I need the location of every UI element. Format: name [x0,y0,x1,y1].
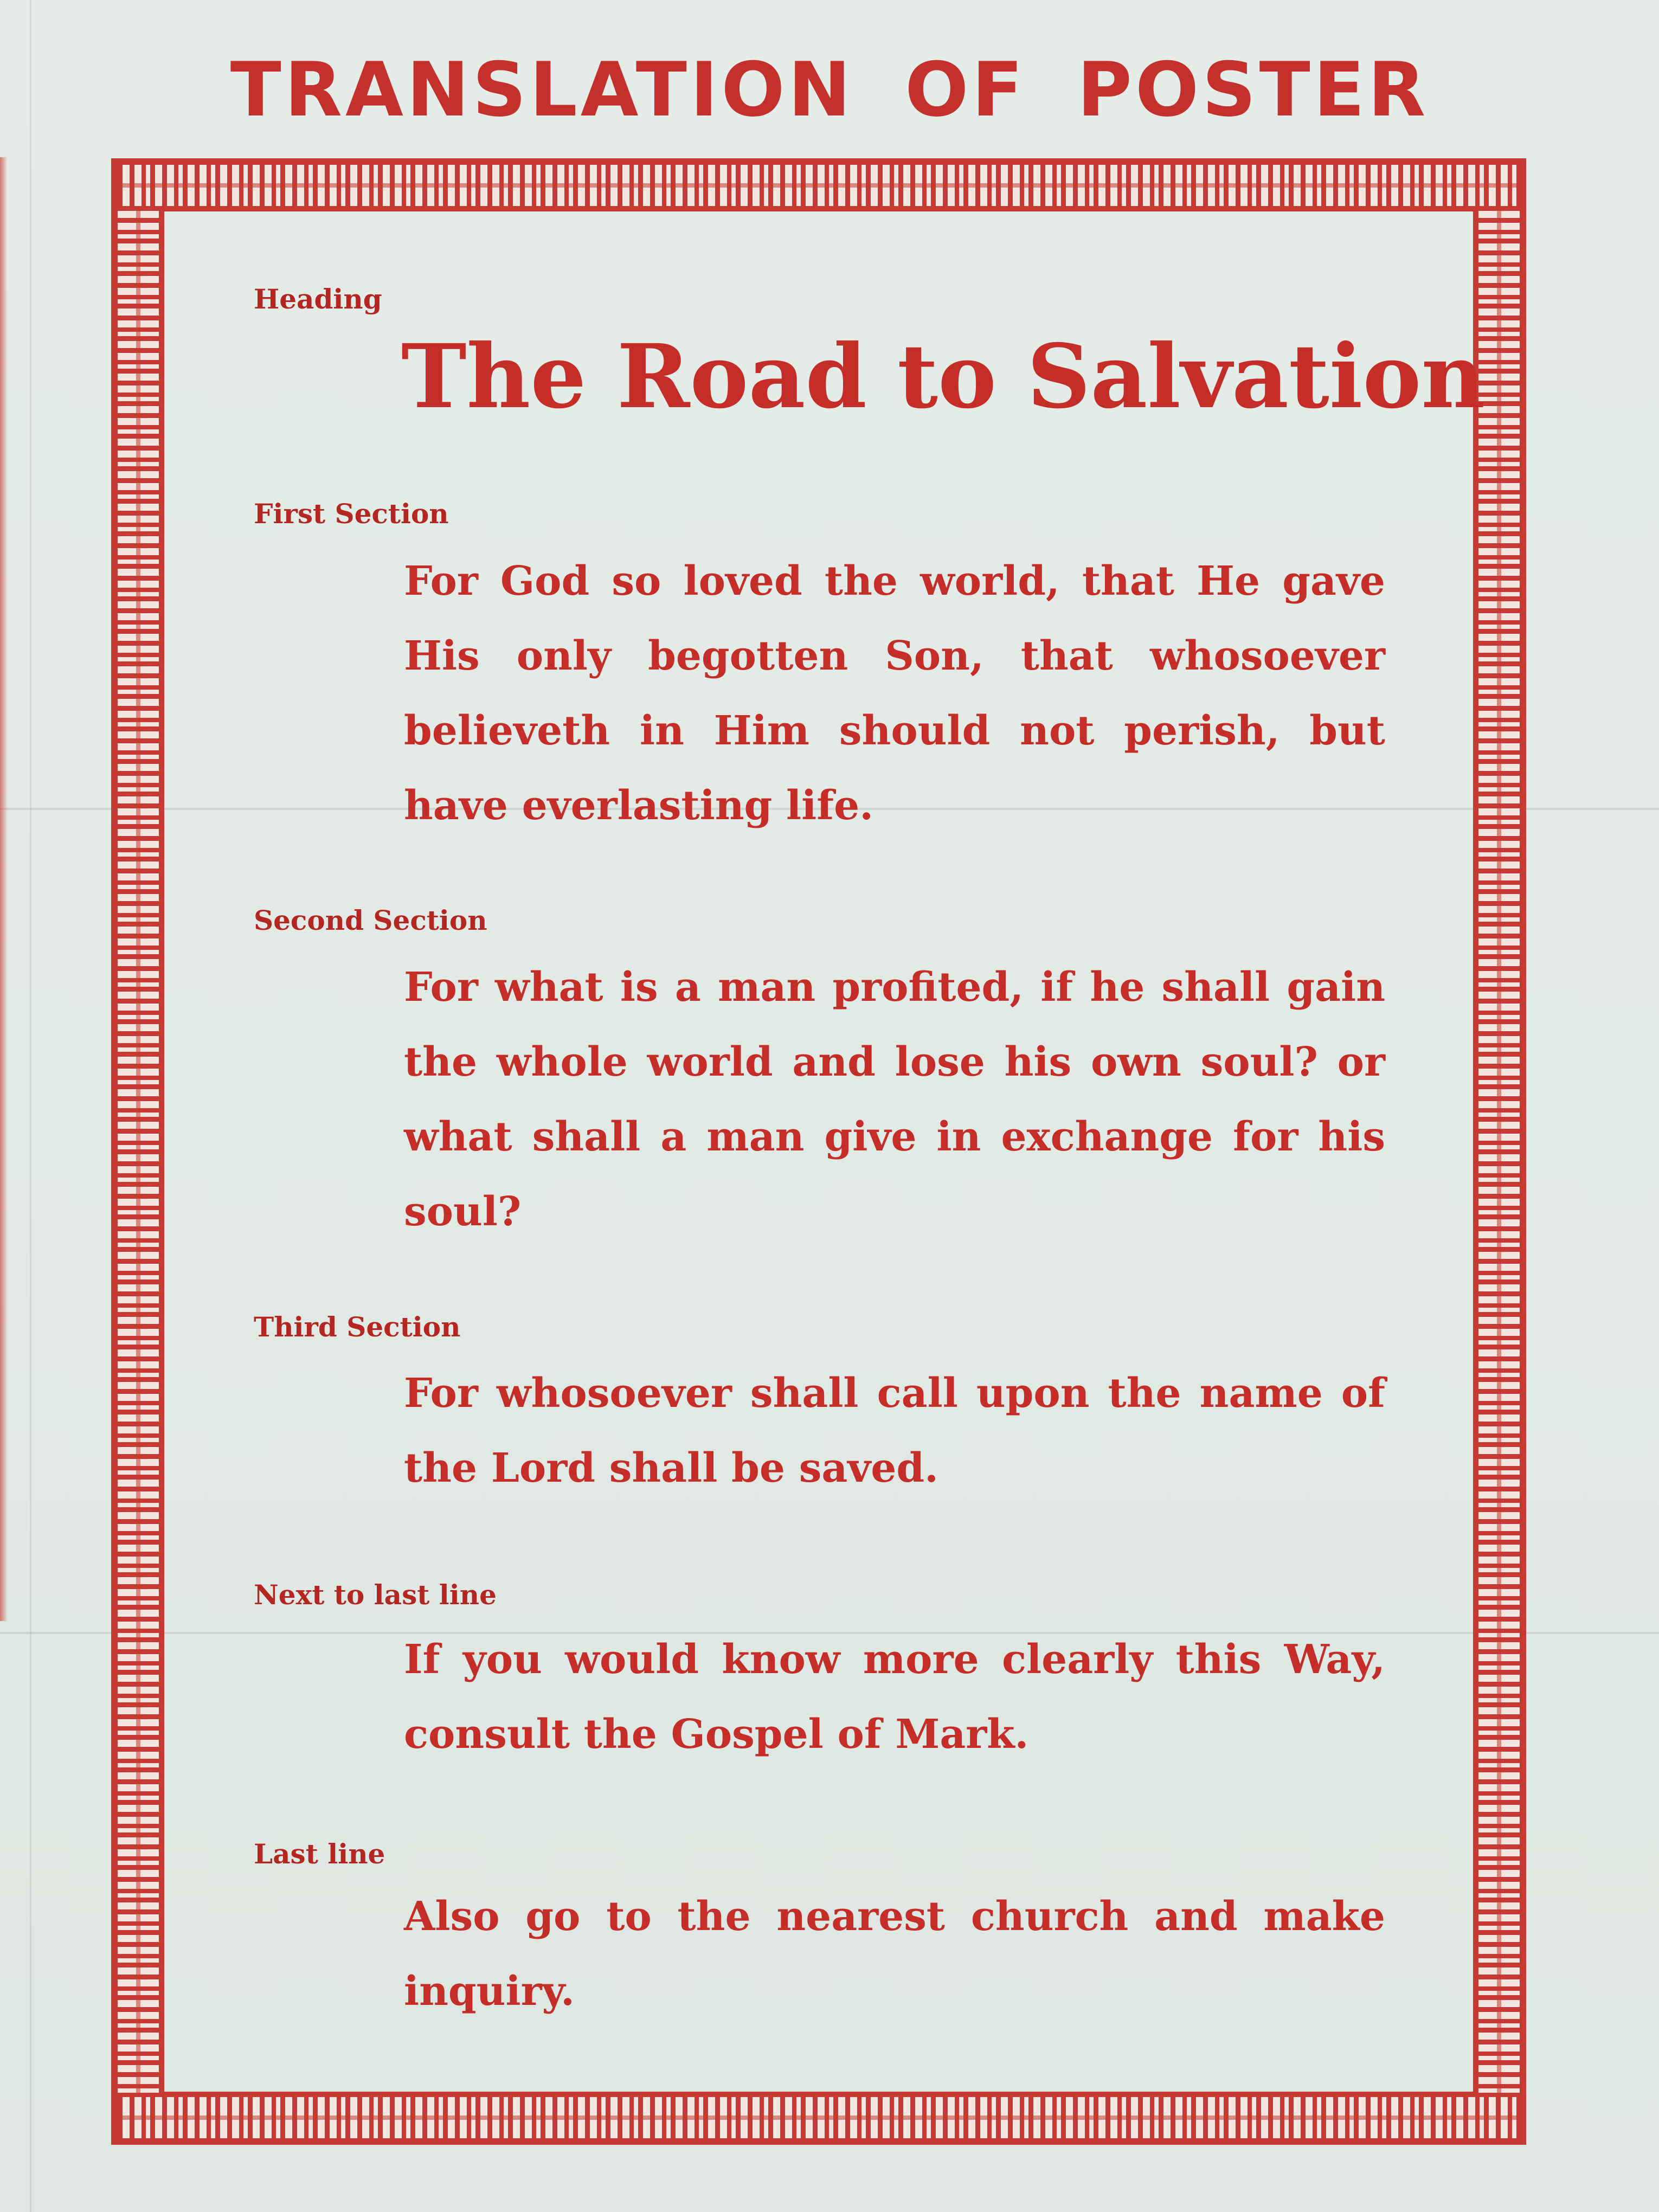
section-text: For whosoever shall call upon the name of the Lord shall be saved. [404,1370,1385,1491]
section-label: Last line [254,1838,385,1870]
section-text: If you would know more clearly this Way, consult the Gospel of Mark. [404,1636,1385,1758]
section-text: For what is a man profited, if he shall gain the whole world and lose his own soul? or what shall a man give in exchange for his soul? [404,964,1385,1235]
section-label: Third Section [254,1311,461,1343]
poster-heading: The Road to Salvation [401,325,1486,428]
section-label: Next to last line [254,1579,497,1611]
section-text: For God so loved the world, that He gave His only begotten Son, that whosoever believeth in Him should not perish, but have everlasting life. [404,558,1385,829]
section-label: First Section [254,498,449,530]
section-text: Also go to the nearest church and make inquiry. [404,1893,1385,2015]
section-label: Second Section [254,904,487,936]
heading-label: Heading [254,283,382,315]
page-title: TRANSLATION OF POSTER [230,46,1429,133]
